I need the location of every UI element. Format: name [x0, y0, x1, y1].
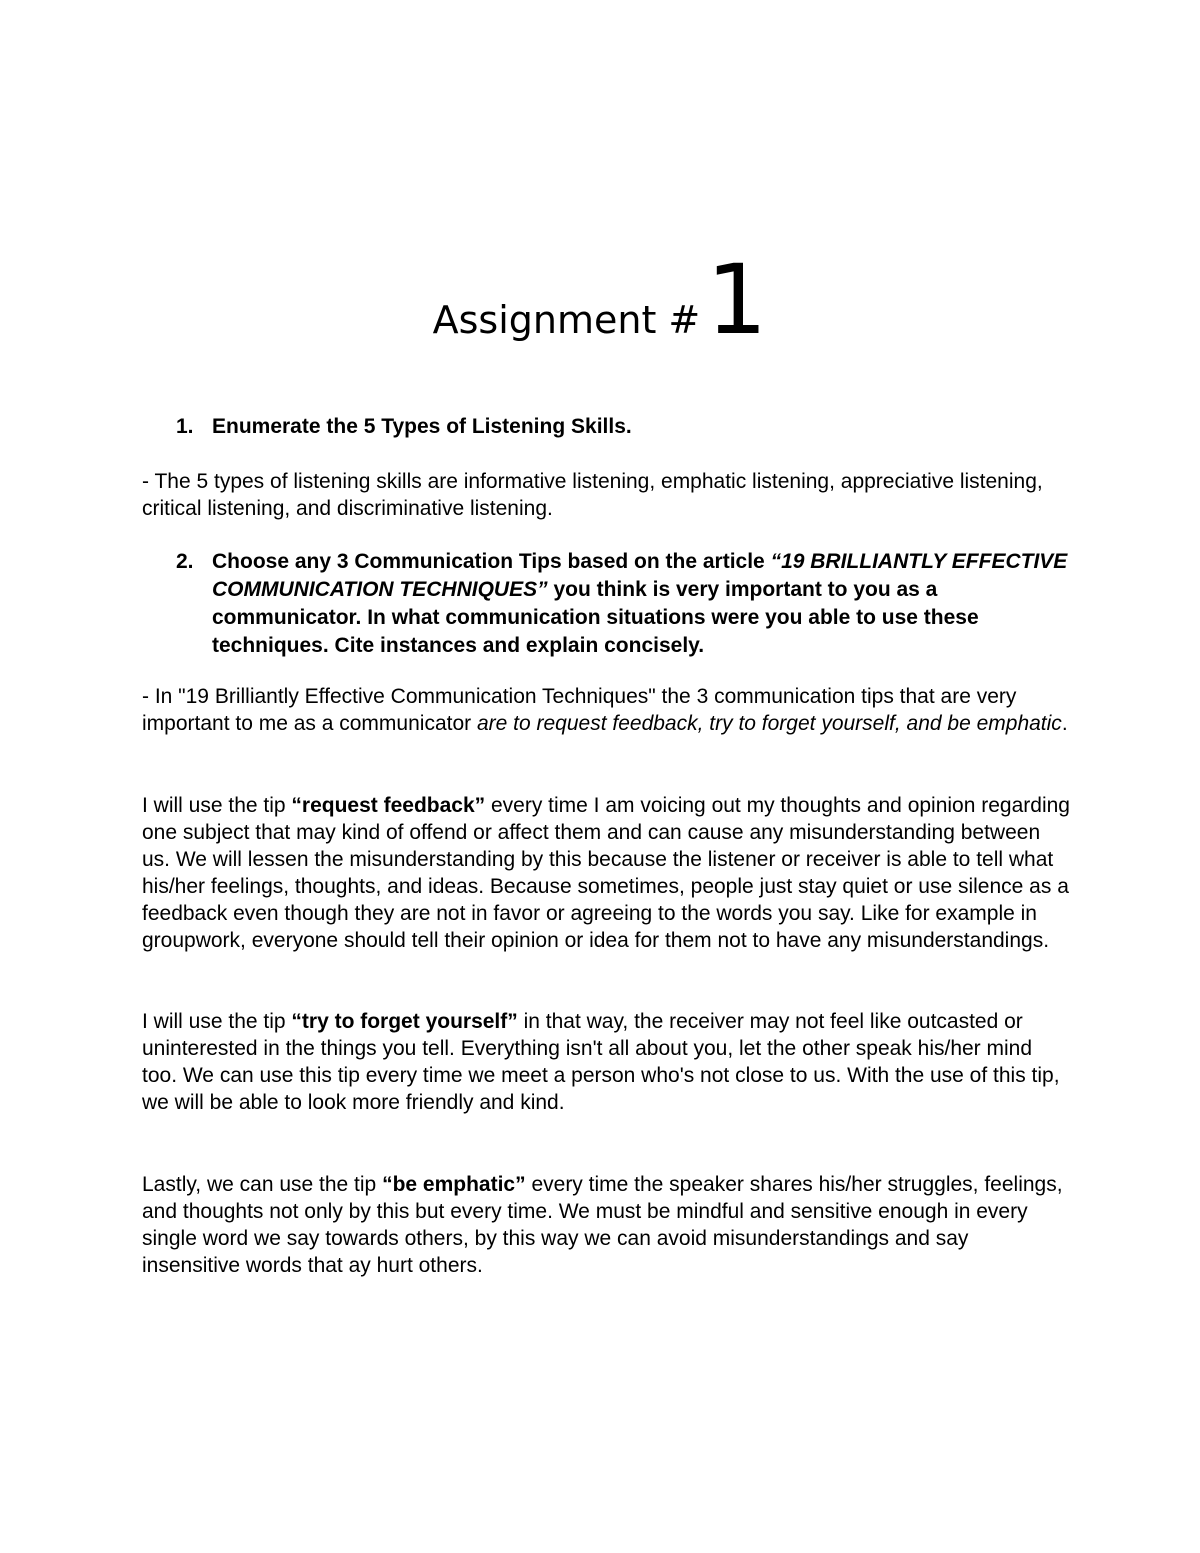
question-text: Enumerate the 5 Types of Listening Skills.: [212, 415, 632, 438]
question-2: [176, 548, 1076, 660]
answer-text-end: .: [1061, 712, 1068, 735]
tip-name: “try to forget yourself”: [291, 1010, 518, 1033]
answer-text: - In "19 Brilliantly Effective Communication Techniques" the 3 communication tips that are very important to me as a communicator: [142, 685, 1017, 735]
question-number: 2.: [176, 550, 194, 573]
article-title: “19 BRILLIANTLY EFFECTIVE COMMUNICATION TECHNIQUES”: [212, 550, 1068, 601]
question-text: [212, 548, 1076, 660]
paragraph-be-emphatic: [142, 1171, 1072, 1279]
question-text-part: Choose any 3 Communication Tips based on the article: [212, 550, 771, 573]
paragraph-text: every time the speaker shares his/her struggles, feelings, and thoughts not only by this but every time. We must be mindful and sensitive enough in every single word we say towards others, by this way we can avoid misunderstandings and say insensitive words that ay hurt others.: [142, 1173, 1063, 1277]
paragraph-forget-yourself: [142, 1008, 1072, 1116]
question-1: [176, 413, 1076, 441]
answer-2-intro: [142, 683, 1072, 737]
tip-name: “request feedback”: [291, 794, 486, 817]
paragraph-text: in that way, the receiver may not feel like outcasted or uninterested in the things you tell. Everything isn't all about you, let the other speak his/her mind too. We can use this tip every time we meet a person who's not close to us. With the use of this tip, we will be able to look more friendly and kind.: [142, 1010, 1060, 1114]
paragraph-text: every time I am voicing out my thoughts and opinion regarding one subject that may kind of offend or affect them and can cause any misunderstanding between us. We will lessen the misunderstanding by this because the listener or receiver is able to tell what his/her feelings, thoughts, and ideas. Because sometimes, people just stay quiet or use silence as a feedback even though they are not in favor or agreeing to the words you say. Like for example in groupwork, everyone should tell their opinion or idea for them not to have any misunderstandings.: [142, 794, 1070, 952]
answer-1: - The 5 types of listening skills are informative listening, emphatic listening, appreciative listening, critical listening, and discriminative listening.: [142, 470, 1043, 520]
page-title: [0, 244, 1200, 356]
question-number: 1.: [176, 415, 194, 438]
paragraph-request-feedback: [142, 792, 1072, 954]
question-text-part: you think is very important to you as a communicator. In what communication situations were you able to use these techniques. Cite instances and explain concisely.: [212, 578, 979, 657]
title-number: 1: [706, 244, 768, 356]
tip-name: “be emphatic”: [382, 1173, 526, 1196]
answer-italic-text: are to request feedback, try to forget yourself, and be emphatic: [476, 712, 1062, 735]
title-text: Assignment #: [432, 298, 701, 342]
paragraph-text: Lastly, we can use the tip: [142, 1173, 383, 1196]
paragraph-text: I will use the tip: [142, 794, 292, 817]
paragraph-text: I will use the tip: [142, 1010, 292, 1033]
